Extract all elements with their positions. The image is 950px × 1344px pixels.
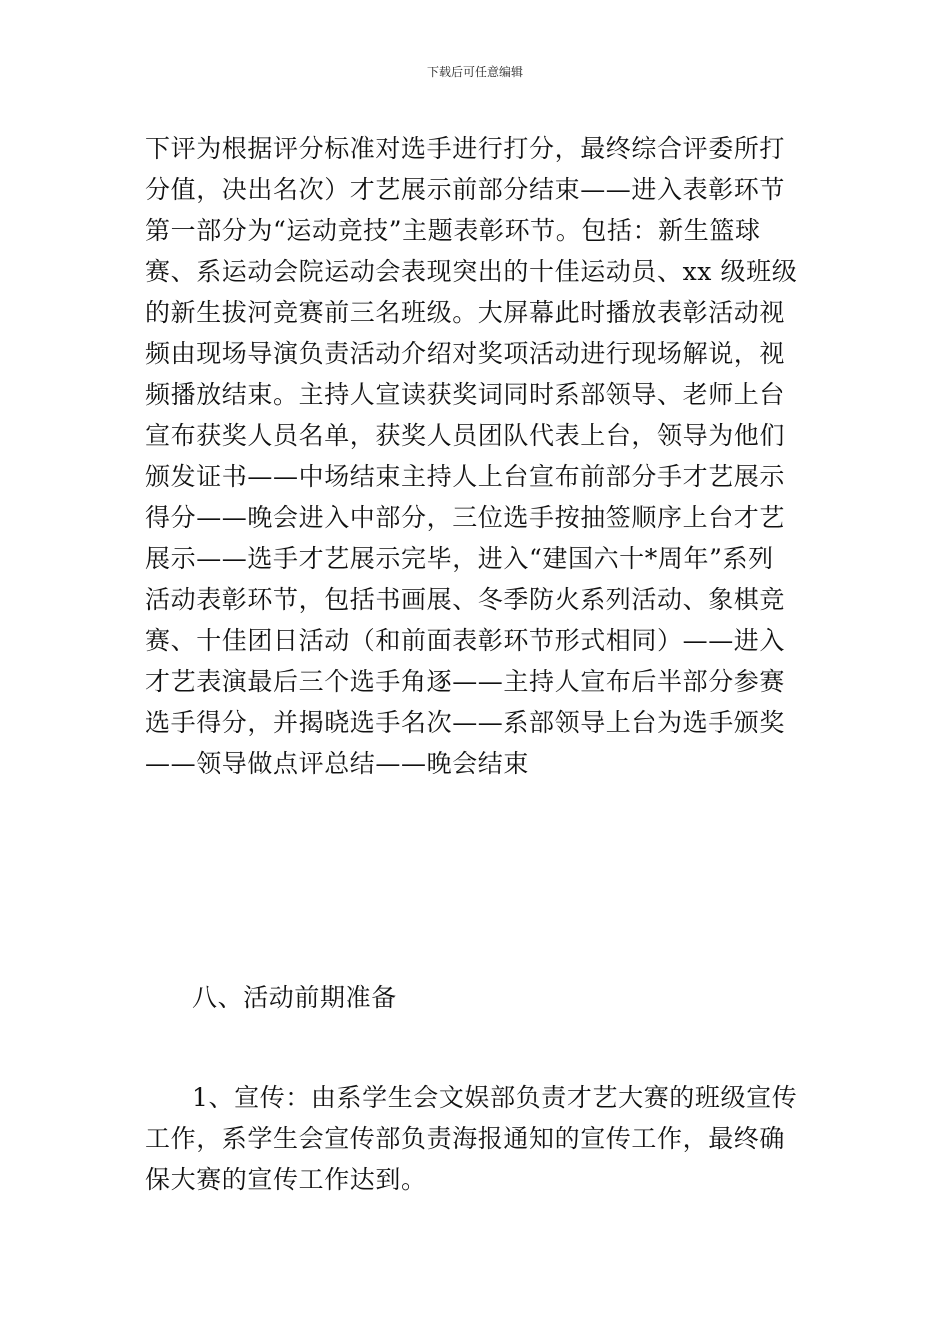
paragraph-line: 第一部分为“运动竞技”主题表彰环节。包括：新生篮球 [145,216,761,245]
paragraph-line: 工作，系学生会宣传部负责海报通知的宣传工作，最终确 [145,1124,786,1153]
paragraph-line: 赛、系运动会院运动会表现突出的十佳运动员、xx 级班级 [145,257,798,286]
paragraph-line: 频播放结束。主持人宣读获奖词同时系部领导、老师上台 [145,380,786,409]
paragraph-line: 才艺表演最后三个选手角逐——主持人宣布后半部分参赛 [145,667,786,696]
paragraph-line: 颁发证书——中场结束主持人上台宣布前部分手才艺展示 [145,462,786,491]
body-paragraph [145,128,807,784]
section-heading: 八、活动前期准备 [192,983,397,1012]
paragraph-line: 的新生拔河竞赛前三名班级。大屏幕此时播放表彰活动视 [145,298,786,327]
body-paragraph-publicity [145,1077,807,1200]
paragraph-line: 展示——选手才艺展示完毕，进入“建国六十*周年”系列 [145,544,774,573]
paragraph-line: 频由现场导演负责活动介绍对奖项活动进行现场解说，视 [145,339,786,368]
paragraph-line: 1、宣传：由系学生会文娱部负责才艺大赛的班级宣传 [192,1083,798,1112]
paragraph-line: 活动表彰环节，包括书画展、冬季防火系列活动、象棋竞 [145,585,786,614]
paragraph-line: 下评为根据评分标准对选手进行打分，最终综合评委所打 [145,134,786,163]
page-header: 下载后可任意编辑 [426,65,523,79]
paragraph-line: ——领导做点评总结——晚会结束 [145,749,530,778]
paragraph-line: 保大赛的宣传工作达到。 [145,1165,427,1194]
paragraph-line: 赛、十佳团日活动（和前面表彰环节形式相同）——进入 [145,626,786,655]
paragraph-line: 选手得分，并揭晓选手名次——系部领导上台为选手颁奖 [145,708,786,737]
paragraph-line: 得分——晚会进入中部分，三位选手按抽签顺序上台才艺 [145,503,786,532]
paragraph-line: 宣布获奖人员名单，获奖人员团队代表上台，领导为他们 [145,421,786,450]
paragraph-line: 分值，决出名次）才艺展示前部分结束——进入表彰环节 [145,175,786,204]
